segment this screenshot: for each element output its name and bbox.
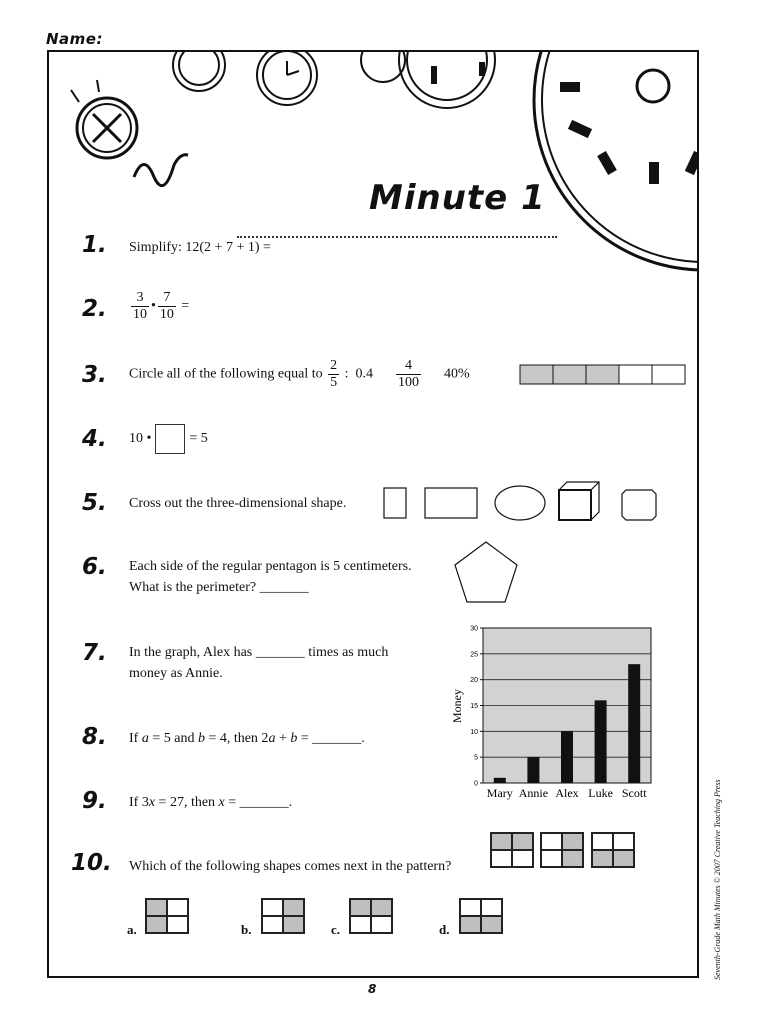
shape-options bbox=[379, 480, 659, 524]
y-axis-label: Money bbox=[450, 689, 464, 723]
problem-6-number: 6. bbox=[82, 554, 107, 580]
p9-var-b: x bbox=[218, 795, 225, 810]
fraction-b-den: 10 bbox=[159, 307, 174, 322]
problem-3-text-row: Circle all of the following equal to $\frac{2}{5}$ : 0.4 $\frac{4}{100}$ 40% bbox=[129, 358, 470, 390]
option-c-label: c. bbox=[331, 922, 341, 937]
problem-4-row bbox=[129, 424, 208, 454]
p8-text-e: = _______. bbox=[297, 731, 365, 746]
x-tick-label: Alex bbox=[555, 786, 579, 800]
p8-text-d: + bbox=[275, 731, 291, 746]
choice-percent: 40% bbox=[444, 366, 470, 382]
problem-9-number: 9. bbox=[82, 788, 107, 814]
option-d-label: d. bbox=[439, 922, 450, 937]
y-tick-label: 15 bbox=[470, 703, 478, 710]
problem-10-number: 10. bbox=[71, 850, 112, 876]
problem-4-right: = 5 bbox=[189, 431, 208, 447]
problem-6-text bbox=[129, 556, 412, 598]
ellipse-shape bbox=[495, 486, 545, 520]
x-tick-label: Annie bbox=[518, 786, 549, 800]
p9-text-b: = 27, then bbox=[155, 795, 219, 810]
problem-7-line-1: In the graph, Alex has _______ times as much bbox=[129, 645, 389, 660]
two-fifths-den: 5 bbox=[330, 375, 338, 390]
fraction-b-num: 7 bbox=[158, 290, 176, 307]
chamfered-square-shape bbox=[622, 490, 656, 520]
problem-5-number: 5. bbox=[82, 490, 107, 516]
problem-2-equals: = bbox=[181, 298, 190, 314]
cube-shape bbox=[559, 482, 599, 520]
p8-var-a: a bbox=[141, 731, 149, 746]
rectangle-tall-shape bbox=[384, 488, 406, 518]
x-tick-label: Scott bbox=[621, 786, 647, 800]
pentagon-shape bbox=[451, 538, 521, 608]
p8-var-d: b bbox=[290, 731, 298, 746]
page-number: 8 bbox=[368, 982, 377, 996]
p9-var-a: x bbox=[148, 795, 156, 810]
problem-5-text: Cross out the three-dimensional shape. bbox=[129, 496, 347, 511]
name-label: Name: bbox=[46, 30, 103, 48]
copyright-side-text: Seventh-Grade Math Minutes © 2007 Creative Teaching Press bbox=[713, 779, 722, 980]
bar-model-cell bbox=[520, 365, 553, 384]
p8-text-a: If bbox=[129, 731, 142, 746]
rectangle-wide-shape bbox=[425, 488, 477, 518]
problem-7-line-2: money as Annie. bbox=[129, 666, 223, 681]
bar-model-cell bbox=[553, 365, 586, 384]
bar-scott bbox=[628, 664, 640, 783]
p8-text-c: = 4, then 2 bbox=[204, 731, 269, 746]
option-d-shape[interactable] bbox=[459, 898, 503, 934]
problem-2-expression: $\frac{3}{10}$ • $\frac{7}{10}$ = bbox=[133, 290, 190, 322]
fraction-b bbox=[158, 290, 176, 323]
bar-annie bbox=[527, 757, 539, 783]
p9-text-a: If 3 bbox=[129, 795, 149, 810]
problem-4-number: 4. bbox=[82, 426, 107, 452]
y-tick-label: 10 bbox=[470, 728, 478, 736]
page-title: Minute 1 bbox=[369, 178, 546, 218]
fraction-bar-model bbox=[519, 364, 687, 386]
p9-text-c: = _______. bbox=[224, 795, 293, 810]
problem-6-line-1: Each side of the regular pentagon is 5 centimeters. bbox=[129, 559, 412, 574]
problem-3-text: Circle all of the following equal to bbox=[129, 366, 323, 382]
pattern-step-2 bbox=[540, 832, 584, 868]
y-tick-label: 0 bbox=[474, 780, 478, 788]
choice-fraction bbox=[396, 358, 421, 391]
bar-alex bbox=[561, 731, 573, 783]
y-tick-label: 20 bbox=[470, 677, 478, 685]
fraction-two-fifths bbox=[328, 358, 339, 391]
problem-10-text: Which of the following shapes comes next in the pattern? bbox=[129, 859, 452, 874]
problem-7-number: 7. bbox=[82, 640, 107, 666]
problem-2-number: 2. bbox=[82, 296, 107, 322]
bar-chart bbox=[441, 618, 661, 810]
x-tick-label: Mary bbox=[486, 786, 513, 800]
option-b-label: b. bbox=[241, 922, 252, 937]
problem-7-text bbox=[129, 642, 388, 684]
problem-8-number: 8. bbox=[82, 724, 107, 750]
option-a-shape[interactable] bbox=[145, 898, 189, 934]
problem-6-line-2: What is the perimeter? _______ bbox=[129, 580, 309, 595]
answer-box[interactable] bbox=[155, 424, 185, 454]
y-tick-label: 25 bbox=[470, 651, 478, 659]
option-a-label: a. bbox=[127, 922, 137, 937]
p8-var-c: a bbox=[268, 731, 276, 746]
y-tick-label: 5 bbox=[474, 754, 478, 762]
pattern-step-1 bbox=[490, 832, 534, 868]
title-dotted-rule bbox=[237, 236, 557, 238]
p8-text-b: = 5 and bbox=[148, 731, 198, 746]
bar-luke bbox=[595, 700, 607, 783]
problem-1-text: Simplify: 12(2 + 7 + 1) = bbox=[129, 240, 271, 255]
choice-fraction-den: 100 bbox=[398, 375, 420, 390]
choice-fraction-num: 4 bbox=[396, 358, 421, 375]
problem-9-text bbox=[129, 792, 292, 813]
bar-model-cell bbox=[619, 365, 652, 384]
problem-3-number: 3. bbox=[82, 362, 107, 388]
y-tick-label: 30 bbox=[470, 625, 478, 633]
p8-var-b: b bbox=[197, 731, 205, 746]
bar-model-cell bbox=[586, 365, 619, 384]
x-tick-label: Luke bbox=[588, 786, 613, 800]
option-c-shape[interactable] bbox=[349, 898, 393, 934]
problem-4-left: 10 • bbox=[129, 431, 152, 447]
bar-mary bbox=[494, 778, 506, 783]
bar-model-cell bbox=[652, 365, 685, 384]
pattern-step-3 bbox=[591, 832, 635, 868]
problem-8-text bbox=[129, 728, 365, 749]
choice-decimal: 0.4 bbox=[355, 366, 374, 382]
option-b-shape[interactable] bbox=[261, 898, 305, 934]
fraction-a-den: 10 bbox=[133, 307, 147, 322]
fraction-a bbox=[131, 290, 149, 323]
two-fifths-num: 2 bbox=[330, 358, 338, 373]
problem-1-number: 1. bbox=[82, 232, 107, 258]
fraction-a-num: 3 bbox=[131, 290, 149, 307]
worksheet-frame bbox=[47, 50, 699, 978]
